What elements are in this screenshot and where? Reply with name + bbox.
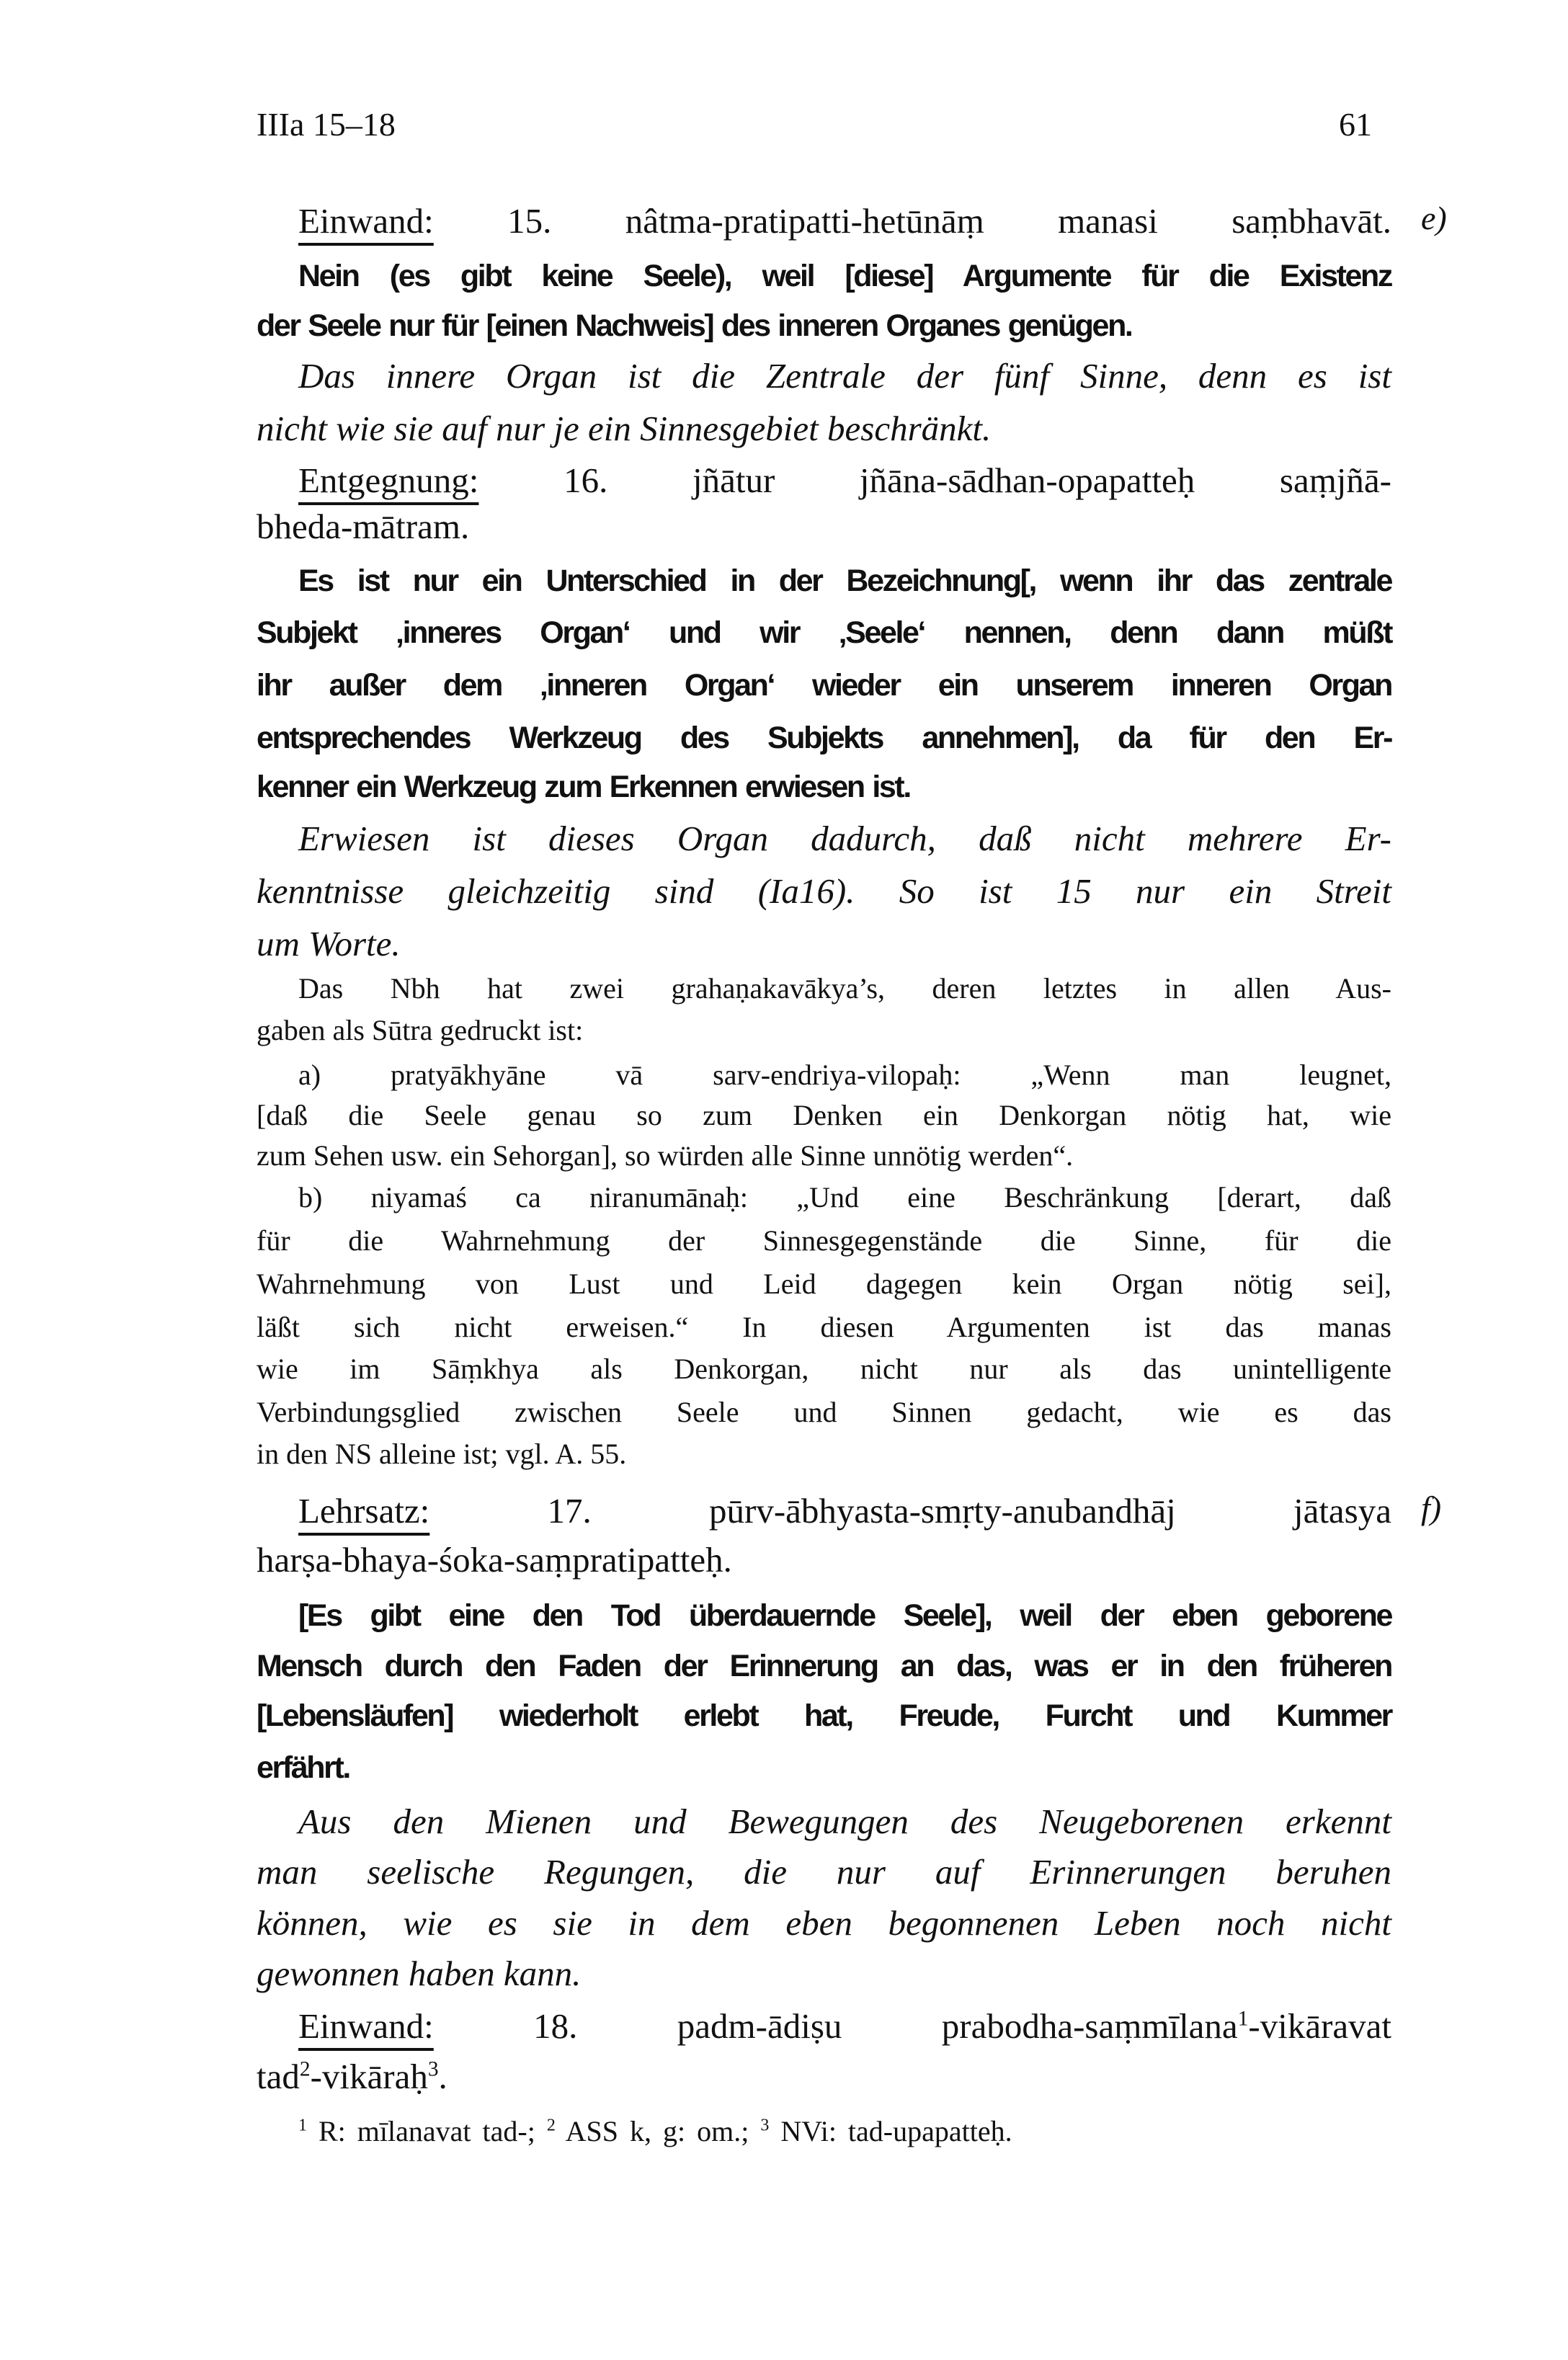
note-line: wie im Sāṃkhya als Denkorgan, nicht nur als das unintelligente [257, 1353, 1391, 1385]
page-number: 61 [1339, 106, 1372, 143]
footnote-mark: 1 [298, 2116, 307, 2135]
margin-note: f) [1421, 1490, 1442, 1526]
note-line: gaben als Sūtra gedruckt ist: [257, 1014, 584, 1046]
translation-line: Es ist nur ein Unterschied in der Bezeichnung[, wenn ihr das zentrale [298, 564, 1391, 598]
translation-line: entsprechendes Werkzeug des Subjekts annehmen], da für den Er- [257, 721, 1391, 755]
sutra-18-line [298, 2003, 1391, 2049]
sutra-18-line-2 [257, 2054, 1391, 2100]
sutra-text: -vikāraḥ [310, 2057, 428, 2096]
note-line: läßt sich nicht erweisen.“ In diesen Argumenten ist das manas [257, 1311, 1391, 1343]
sutra-text: 15. nâtma-pratipatti-hetūnāṃ manasi saṃbhavāt. [507, 201, 1392, 241]
sutra-text: 17. pūrv-ābhyasta-smṛty-anubandhāj jātasya [547, 1491, 1391, 1531]
sutra-label: Einwand: [298, 201, 434, 241]
commentary-line: Aus den Mienen und Bewegungen des Neugeborenen erkennt [298, 1802, 1391, 1841]
translation-line: erfährt. [257, 1750, 349, 1785]
sutra-15-line [298, 198, 1391, 244]
footnote-ref: 1 [1237, 2007, 1249, 2031]
footnote-mark: 3 [760, 2116, 770, 2135]
sutra-label: Entgegnung: [298, 460, 479, 500]
commentary-line: können, wie es sie in dem eben begonnenen Leben noch nicht [257, 1903, 1391, 1943]
note-line: zum Sehen usw. ein Sehorgan], so würden alle Sinne unnötig werden“. [257, 1139, 1074, 1172]
translation-line: Nein (es gibt keine Seele), weil [diese] Argumente für die Existenz [298, 259, 1391, 293]
translation-line: der Seele nur für [einen Nachweis] des inneren Organes genügen. [257, 308, 1132, 343]
note-line: für die Wahrnehmung der Sinnesgegenstände die Sinne, für die [257, 1224, 1391, 1257]
footnote-text: R: mīlanavat tad-; [307, 2115, 547, 2147]
commentary-line: kenntnisse gleichzeitig sind (Ia16). So ist 15 nur ein Streit [257, 871, 1391, 911]
running-header-section: IIIa 15–18 [257, 106, 396, 143]
commentary-line: nicht wie sie auf nur je ein Sinnesgebiet beschränkt. [257, 409, 992, 448]
translation-line: Mensch durch den Faden der Erinnerung an das, was er in den früheren [257, 1649, 1391, 1683]
commentary-line: man seelische Regungen, die nur auf Erinnerungen beruhen [257, 1852, 1391, 1892]
footnote-text: NVi: tad-upapatteḥ. [769, 2115, 1012, 2147]
footnote-mark: 2 [546, 2116, 556, 2135]
sutra-label: Lehrsatz: [298, 1491, 430, 1531]
note-line: a) pratyākhyāne vā sarv-endriya-vilopaḥ: „Wenn man leugnet, [298, 1059, 1391, 1091]
note-line: Wahrnehmung von Lust und Leid dagegen kein Organ nötig sei], [257, 1268, 1391, 1300]
footnote-ref: 3 [427, 2057, 439, 2081]
note-line: b) niyamaś ca niranumānaḥ: „Und eine Beschränkung [derart, daß [298, 1181, 1391, 1214]
commentary-line: Das innere Organ ist die Zentrale der fünf Sinne, denn es ist [298, 356, 1391, 396]
footnote-ref: 2 [299, 2057, 311, 2081]
translation-line: kenner ein Werkzeug zum Erkennen erwiesen ist. [257, 770, 910, 804]
sutra-text: bheda-mātram. [257, 507, 470, 546]
footnote-text: ASS k, g: om.; [555, 2115, 761, 2147]
sutra-text: 18. padm-ādiṣu prabodha-saṃmīlana [533, 2006, 1238, 2046]
commentary-line: um Worte. [257, 924, 401, 963]
sutra-16-line [298, 458, 1391, 504]
translation-line: Subjekt ‚inneres Organ‘ und wir ‚Seele‘ nennen, denn dann müßt [257, 615, 1391, 650]
note-line: Verbindungsglied zwischen Seele und Sinnen gedacht, wie es das [257, 1396, 1391, 1428]
footnotes [298, 2111, 1391, 2152]
sutra-text: -vikāravat [1248, 2006, 1391, 2046]
sutra-text: harṣa-bhaya-śoka-saṃpratipatteḥ. [257, 1540, 732, 1580]
commentary-line: Erwiesen ist dieses Organ dadurch, daß nicht mehrere Er- [298, 819, 1391, 858]
note-line: Das Nbh hat zwei grahaṇakavākya’s, deren letztes in allen Aus- [298, 972, 1391, 1005]
note-line: in den NS alleine ist; vgl. A. 55. [257, 1438, 627, 1470]
sutra-text: tad [257, 2057, 300, 2096]
commentary-line: gewonnen haben kann. [257, 1954, 582, 1993]
margin-note: e) [1421, 200, 1447, 236]
sutra-text: . [438, 2057, 447, 2096]
translation-line: [Es gibt eine den Tod überdauernde Seele], weil der eben geborene [298, 1598, 1391, 1633]
translation-line: [Lebensläufen] wiederholt erlebt hat, Freude, Furcht und Kummer [257, 1698, 1391, 1733]
sutra-17-line [298, 1488, 1391, 1534]
sutra-label: Einwand: [298, 2006, 434, 2046]
note-line: [daß die Seele genau so zum Denken ein Denkorgan nötig hat, wie [257, 1099, 1391, 1131]
sutra-text: 16. jñātur jñāna-sādhan-opapatteḥ saṃjñā- [564, 460, 1391, 500]
translation-line: ihr außer dem ‚inneren Organ‘ wieder ein unserem inneren Organ [257, 668, 1391, 703]
